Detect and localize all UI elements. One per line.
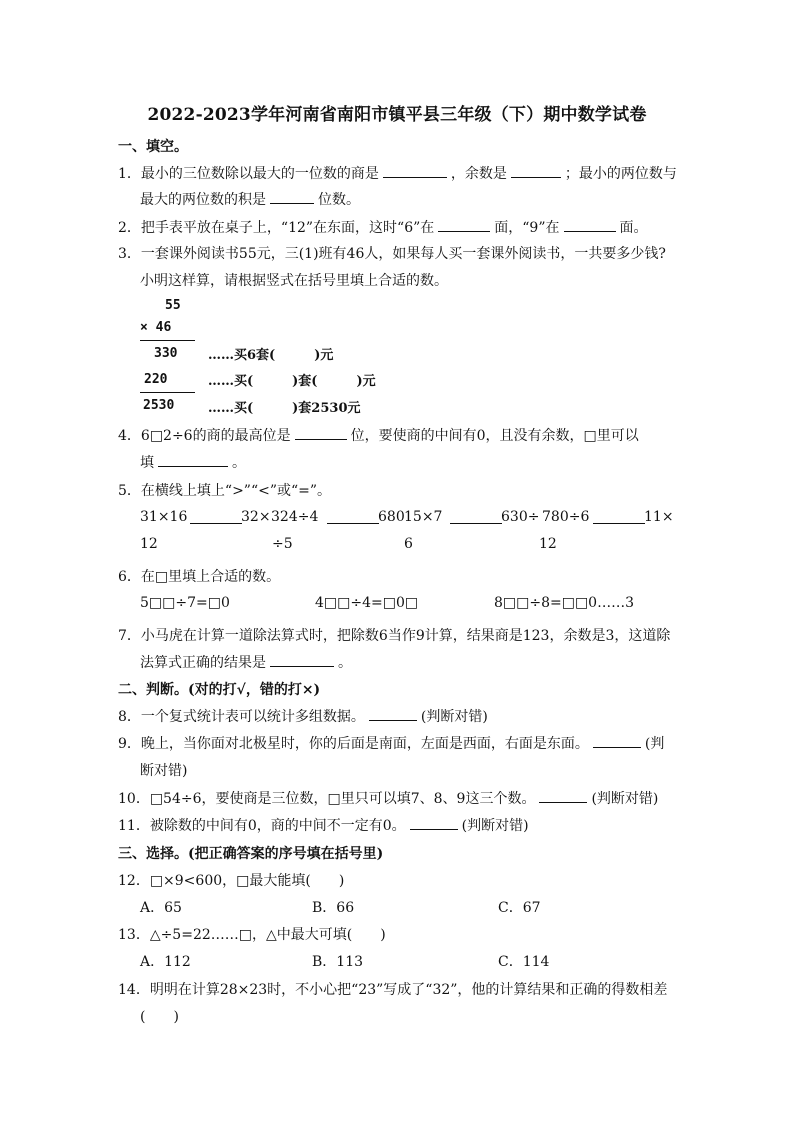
q1-text-c: ；最小的两位数与 (564, 166, 677, 182)
q12-option-c[interactable]: C．67 (498, 900, 541, 916)
q8-judge-label: (判断对错) (420, 709, 488, 725)
q13-option-c[interactable]: C．114 (498, 954, 550, 970)
question-12: 12．□×9<600，□最大能填( ) (118, 873, 345, 889)
q5-wrap-4: 12 (539, 536, 557, 552)
question-9-line-2: 断对错) (140, 763, 188, 779)
q10-text: 10．□54÷6，要使商是三位数，□里只可以填7、8、9这三个数。 (118, 791, 536, 807)
question-3-line-2: 小明这样算，请根据竖式在括号里填上合适的数。 (140, 273, 448, 289)
vertical-calc-55: 55 (165, 298, 181, 313)
q1-text-d: 最大的两位数的积是 (140, 192, 266, 208)
vertical-calc-330: 330 (154, 346, 178, 361)
q2-blank-9[interactable] (564, 219, 616, 232)
q4-blank-place[interactable] (295, 427, 347, 440)
question-14-line-1: 14．明明在计算28×23时，不小心把“23”写成了“32”，他的计算结果和正确的得数相差 (118, 982, 668, 998)
q4-text-b: 位，要使商的中间有0，且没有余数，□里可以 (350, 428, 639, 444)
q5-wrap-2: ÷5 (272, 536, 293, 552)
section-choice-heading: 三、选择。(把正确答案的序号填在括号里) (118, 846, 384, 862)
question-5-heading: 5．在横线上填上“>”“<”或“=”。 (118, 483, 332, 499)
q9-judge-label: (判 (644, 736, 665, 752)
q5-expr-6: 630÷ (501, 509, 540, 525)
q6-equation-2: 4□□÷4=□0□ (315, 595, 419, 611)
q5-expr-4: 680 (378, 509, 405, 525)
vertical-calc-2530: 2530 (143, 398, 175, 413)
question-6-heading: 6．在□里填上合适的数。 (118, 569, 281, 585)
q1-text-b: ，余数是 (450, 166, 507, 182)
q2-blank-6[interactable] (438, 219, 490, 232)
section-judgement-heading: 二、判断。(对的打√，错的打×) (118, 682, 321, 698)
q9-blank[interactable] (593, 735, 641, 748)
vertical-calc-note-3: ……买( )套2530元 (208, 401, 361, 416)
question-1-line-1 (118, 163, 677, 183)
q5-expr-2: 32× (241, 509, 271, 525)
q12-option-a[interactable]: A．65 (140, 900, 182, 916)
q13-option-b[interactable]: B．113 (312, 954, 364, 970)
q2-text-c: 面。 (619, 220, 648, 236)
q6-equation-3: 8□□÷8=□□0……3 (494, 595, 634, 611)
vertical-calc-rule-2 (140, 392, 195, 393)
q4-text-c: 填 (140, 455, 154, 471)
question-2 (118, 217, 648, 237)
q11-text: 11．被除数的中间有0，商的中间不一定有0。 (118, 818, 406, 834)
q8-blank[interactable] (369, 708, 417, 721)
question-7-line-1: 7．小马虎在计算一道除法算式时，把除数6当作9计算，结果商是123，余数是3，这道除 (118, 628, 671, 644)
question-7-line-2 (140, 652, 352, 672)
q1-text-e: 位数。 (318, 192, 360, 208)
q5-blank-3[interactable] (450, 511, 502, 524)
q7-text-a: 法算式正确的结果是 (140, 655, 266, 671)
q9-text: 9．晚上，当你面对北极星时，你的后面是南面，左面是西面，右面是东面。 (118, 736, 589, 752)
question-10 (118, 788, 658, 808)
q10-blank[interactable] (539, 790, 587, 803)
q2-text-a: 2．把手表平放在桌子上，“12”在东面，这时“6”在 (118, 220, 435, 236)
question-4-line-2 (140, 452, 246, 472)
vertical-calc-times-46: × 46 (140, 320, 172, 335)
question-3-line-1: 3．一套课外阅读书55元，三(1)班有46人，如果每人买一套课外阅读书，一共要多少钱? (118, 246, 666, 262)
question-11 (118, 815, 529, 835)
q5-blank-4[interactable] (593, 511, 645, 524)
q5-blank-1[interactable] (190, 511, 242, 524)
section-fill-in-heading: 一、填空。 (118, 139, 188, 155)
q11-blank[interactable] (410, 817, 458, 830)
question-13: 13．△÷5=22……□，△中最大可填( ) (118, 927, 386, 943)
q10-judge-label: (判断对错) (591, 791, 659, 807)
question-9-line-1 (118, 733, 664, 753)
q1-blank-digits[interactable] (270, 191, 314, 204)
page-title: 2022-2023学年河南省南阳市镇平县三年级（下）期中数学试卷 (147, 105, 647, 125)
q1-blank-quotient[interactable] (383, 165, 447, 178)
q5-blank-2[interactable] (327, 511, 379, 524)
vertical-calc-note-1: ……买6套( )元 (208, 348, 334, 363)
vertical-calc-rule-1 (140, 340, 195, 341)
q6-equation-1: 5□□÷7=□0 (140, 595, 230, 611)
q11-judge-label: (判断对错) (461, 818, 529, 834)
q5-expr-8: 11× (644, 509, 674, 525)
q7-blank-answer[interactable] (270, 654, 334, 667)
question-1-line-2 (140, 189, 360, 209)
q5-wrap-1: 12 (140, 536, 158, 552)
question-14-answer-parens[interactable]: ( ) (140, 1009, 179, 1025)
question-4-line-1 (118, 425, 639, 445)
q5-expr-1: 31×16 (140, 509, 188, 525)
q2-text-b: 面，“9”在 (494, 220, 560, 236)
q13-option-a[interactable]: A．112 (140, 954, 191, 970)
q5-expr-5: 15×7 (404, 509, 443, 525)
q4-blank-digit[interactable] (158, 454, 228, 467)
q7-text-b: 。 (338, 655, 352, 671)
q1-blank-remainder[interactable] (511, 165, 561, 178)
q4-text-a: 4．6□2÷6的商的最高位是 (118, 428, 291, 444)
vertical-calc-note-2: ……买( )套( )元 (208, 374, 376, 389)
q12-option-b[interactable]: B．66 (312, 900, 355, 916)
q5-expr-3: 324÷4 (271, 509, 319, 525)
q4-text-d: 。 (232, 455, 246, 471)
q5-expr-7: 780÷6 (542, 509, 590, 525)
vertical-calc-220: 220 (144, 372, 168, 387)
q8-text: 8．一个复式统计表可以统计多组数据。 (118, 709, 365, 725)
question-8 (118, 706, 488, 726)
q1-text-a: 1．最小的三位数除以最大的一位数的商是 (118, 166, 379, 182)
q5-wrap-3: 6 (404, 536, 413, 552)
